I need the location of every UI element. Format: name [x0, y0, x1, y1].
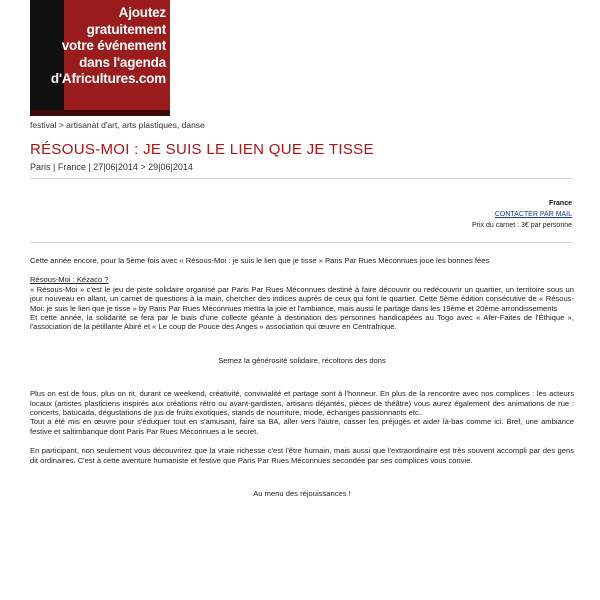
agenda-banner[interactable] [30, 0, 170, 116]
banner-line: votre événement [61, 38, 166, 53]
divider [30, 178, 572, 179]
intro-paragraph: Cette année encore, pour la 5ème fois avec « Résous-Moi : je suis le lien que je tisse » Paris Par Rues Méconnues joue les bonnes fées [30, 256, 490, 265]
paragraph: Et cette année, la solidarité se fera par le biais d'une collecte géante à destination des personnes handicapées au Togo avec « Afer-Faites de l'Éthique », l'association de la pétillante Abiré et « Le coup de Pouce des Anges » association qui œuvre en Centrafrique. [30, 313, 574, 332]
banner-line: gratuitement [86, 21, 166, 37]
banner-line: d'Africultures.com [50, 71, 166, 86]
country-label: France [549, 200, 572, 207]
paragraph: Tout a été mis en œuvre pour s'éduquer tout en s'amusant, faire sa BA, aller vers l'autre, casser les préjugés et aider là-bas comme ici. Bref, une ambiance festive et saltimbanque dont Paris Par Rues Méconnues a le secret. [30, 417, 574, 436]
price-value: 3€ par personne [521, 222, 572, 229]
banner-bottom-stripe [30, 110, 170, 116]
page-title: RÉSOUS-MOI : JE SUIS LE LIEN QUE JE TISSE [30, 141, 374, 158]
contact-mail-link[interactable]: CONTACTER PAR MAIL [494, 211, 572, 218]
paragraph: En participant, non seulement vous découvrirez que la vraie richesse c'est l'être humain, mais aussi que l'extraordinaire est très souvent accompli par des gens dit ordinaires. C'est à cette aventure humaniste et festive que Paris Par Rues Méconnues secondée par ses complices vous convie. [30, 446, 574, 465]
divider [30, 242, 572, 243]
breadcrumb: festival > artisanat d'art, arts plastiques, danse [30, 120, 205, 130]
price-row [472, 220, 572, 231]
event-location-dates: Paris | France | 27|06|2014 > 29|06|2014 [30, 162, 193, 172]
kezaco-block [30, 275, 574, 331]
banner-line: dans l'agenda [79, 54, 166, 70]
paragraph: Plus on est de fous, plus on rit, durant ce weekend, créativité, convivialité et partage sont à l'honneur. En plus de la rencontre avec nos complices : les acteurs locaux (artistes plasticiens inspirés aux créations rétro ou avant-gardistes, artisans déjantés, pièces de théâtre) vous aurez également des animations de rue : concerts, batucada, dégustations de jus de fruits exotiques, stands de nourriture, mode, échanges passionnants etc.. [30, 389, 574, 418]
event-info-box [472, 198, 572, 231]
kezaco-heading: Résous-Moi : Kézaco ? [30, 275, 109, 285]
slogan: Semez la générosité solidaire, récoltons des dons [218, 355, 386, 365]
banner-text [30, 5, 166, 88]
price-label: Prix du carnet : [471, 222, 520, 229]
paragraph: « Résous-Moi » c'est le jeu de piste solidaire organisé par Paris Par Rues Méconnues destiné à faire découvrir ou redécouvrir un quartier, un territoire sous un jour nouveau en allant, un carnet de questions à la main, chercher des indices auprès de ceux qui font le quartier. Cette 5ème édition consécutive de « Résous-Moi: je suis le lien que je tisse » by Paris Par Rues Méconnues mettra la joie et l'ambiance, mais aussi le partage dans les 19ème et 20ème arrondissements [30, 284, 574, 313]
banner-line: Ajoutez [118, 5, 166, 20]
menu-heading: Au menu des réjouissances ! [253, 489, 351, 499]
event-description [30, 256, 574, 523]
